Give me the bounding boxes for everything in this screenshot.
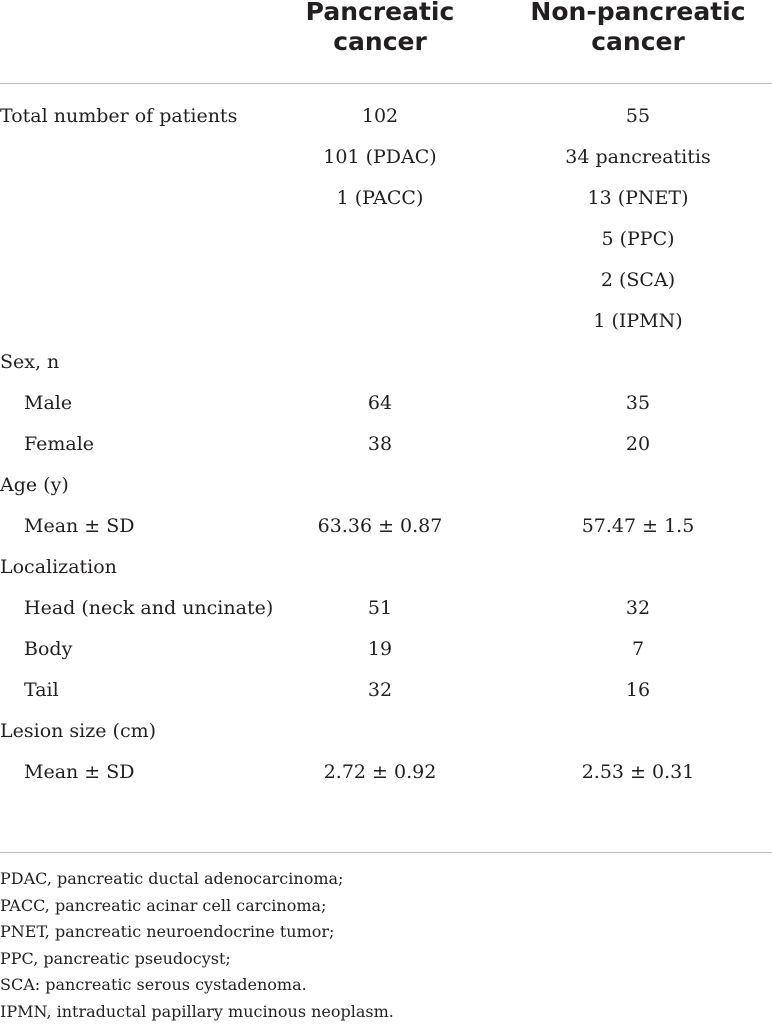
cell-non-pancreatic: 57.47 ± 1.5 bbox=[581, 515, 695, 537]
cell-pancreatic: 101 (PDAC) bbox=[323, 146, 437, 168]
table-row bbox=[0, 309, 772, 350]
row-label: Mean ± SD bbox=[24, 515, 135, 537]
cell-pancreatic: 32 bbox=[367, 679, 393, 701]
row-label: Sex, n bbox=[0, 351, 60, 373]
cell-pancreatic: 2.72 ± 0.92 bbox=[323, 761, 437, 783]
row-label: Total number of patients bbox=[0, 105, 238, 127]
table-row bbox=[0, 473, 772, 514]
table-row bbox=[0, 719, 772, 760]
header-non-pancreatic-cancer: Non-pancreatic cancer bbox=[530, 0, 746, 56]
footnote-line: PPC, pancreatic pseudocyst; bbox=[0, 948, 231, 968]
table-row bbox=[0, 596, 772, 637]
table-row bbox=[0, 514, 772, 555]
footnote-line: IPMN, intraductal papillary mucinous neoplasm. bbox=[0, 1001, 394, 1021]
table-row bbox=[0, 760, 772, 801]
footnote-line: SCA: pancreatic serous cystadenoma. bbox=[0, 975, 307, 994]
cell-non-pancreatic: 34 pancreatitis bbox=[565, 146, 711, 168]
table-row bbox=[0, 104, 772, 145]
footnote-line: PNET, pancreatic neuroendocrine tumor; bbox=[0, 922, 335, 941]
row-label: Body bbox=[24, 638, 73, 660]
table-row bbox=[0, 637, 772, 678]
table-row bbox=[0, 391, 772, 432]
cell-non-pancreatic: 7 bbox=[631, 638, 645, 660]
cell-non-pancreatic: 55 bbox=[625, 105, 651, 127]
cell-non-pancreatic: 2 (SCA) bbox=[600, 269, 676, 291]
cell-non-pancreatic: 13 (PNET) bbox=[587, 187, 689, 209]
row-label: Female bbox=[24, 433, 95, 455]
cell-pancreatic: 64 bbox=[367, 392, 393, 414]
row-label: Head (neck and uncinate) bbox=[24, 597, 274, 619]
row-label: Localization bbox=[0, 556, 117, 578]
footnote-line: PDAC, pancreatic ductal adenocarcinoma; bbox=[0, 869, 344, 888]
cell-pancreatic: 51 bbox=[367, 597, 393, 619]
cell-non-pancreatic: 20 bbox=[625, 433, 651, 455]
table-row bbox=[0, 145, 772, 186]
table-row bbox=[0, 268, 772, 309]
row-label: Male bbox=[24, 392, 73, 414]
cell-non-pancreatic: 2.53 ± 0.31 bbox=[581, 761, 695, 783]
row-label: Tail bbox=[24, 679, 59, 701]
cell-non-pancreatic: 1 (IPMN) bbox=[593, 310, 683, 332]
row-label: Mean ± SD bbox=[24, 761, 135, 783]
row-label: Age (y) bbox=[0, 474, 69, 496]
table-row bbox=[0, 227, 772, 268]
footnote-line: PACC, pancreatic acinar cell carcinoma; bbox=[0, 895, 327, 915]
table-row bbox=[0, 432, 772, 473]
cell-pancreatic: 63.36 ± 0.87 bbox=[317, 515, 443, 537]
table-footnotes bbox=[0, 866, 394, 1025]
cell-pancreatic: 1 (PACC) bbox=[336, 187, 424, 209]
cell-non-pancreatic: 32 bbox=[625, 597, 651, 619]
cell-non-pancreatic: 16 bbox=[625, 679, 651, 701]
table-row bbox=[0, 555, 772, 596]
table-row bbox=[0, 186, 772, 227]
cell-non-pancreatic: 35 bbox=[625, 392, 651, 414]
cell-pancreatic: 102 bbox=[361, 105, 399, 127]
table-row bbox=[0, 678, 772, 719]
cell-pancreatic: 38 bbox=[367, 433, 393, 455]
table-bottom-rule bbox=[0, 852, 772, 853]
table-header bbox=[0, 0, 772, 84]
cell-pancreatic: 19 bbox=[367, 638, 393, 660]
header-pancreatic-cancer: Pancreatic cancer bbox=[305, 0, 455, 56]
row-label: Lesion size (cm) bbox=[0, 720, 157, 742]
table-row bbox=[0, 350, 772, 391]
cell-non-pancreatic: 5 (PPC) bbox=[601, 228, 675, 250]
table-body bbox=[0, 84, 772, 801]
